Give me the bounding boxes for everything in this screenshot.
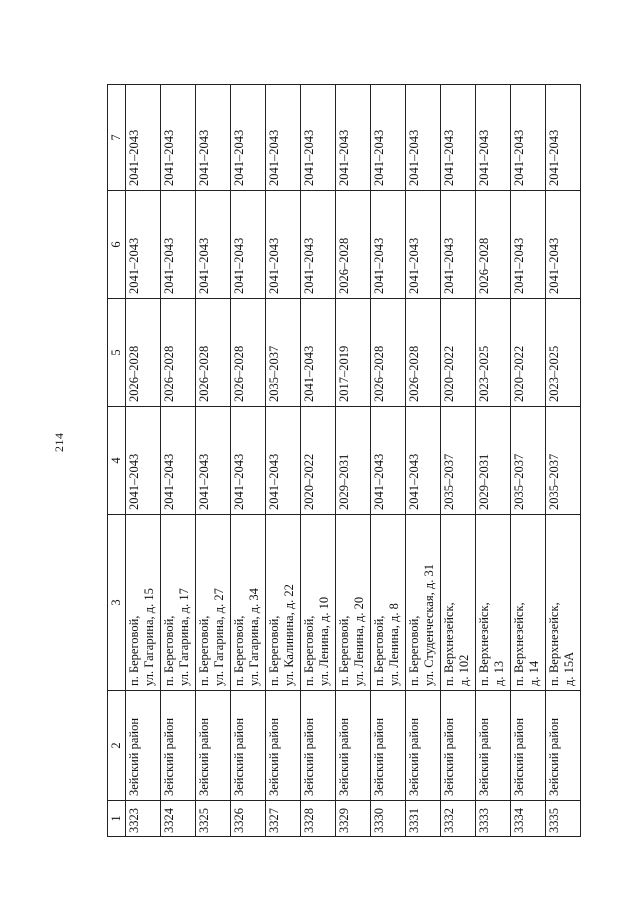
period-cell-5: 2026–2028 (126, 299, 161, 407)
table-row (511, 85, 546, 837)
address-cell: п. Береговой, ул. Ленина, д. 8 (371, 515, 406, 691)
row-number: 3324 (161, 801, 196, 837)
header-col-3: 3 (108, 515, 126, 691)
table-row (546, 85, 581, 837)
address-cell: п. Береговой, ул. Гагарина, д. 17 (161, 515, 196, 691)
period-cell-5: 2020–2022 (511, 299, 546, 407)
district-cell: Зейский район (441, 691, 476, 801)
address-cell: п. Береговой, ул. Гагарина, д. 15 (126, 515, 161, 691)
table-row (406, 85, 441, 837)
period-cell-4: 2041–2043 (406, 407, 441, 515)
period-cell-7: 2041–2043 (441, 85, 476, 191)
table-row (231, 85, 266, 837)
period-cell-7: 2041–2043 (476, 85, 511, 191)
period-cell-7: 2041–2043 (301, 85, 336, 191)
period-cell-6: 2041–2043 (266, 191, 301, 299)
district-cell: Зейский район (511, 691, 546, 801)
period-cell-6: 2041–2043 (301, 191, 336, 299)
row-number: 3327 (266, 801, 301, 837)
period-cell-6: 2041–2043 (231, 191, 266, 299)
period-cell-7: 2041–2043 (266, 85, 301, 191)
period-cell-5: 2041–2043 (301, 299, 336, 407)
table-row (371, 85, 406, 837)
header-col-2: 2 (108, 691, 126, 801)
period-cell-7: 2041–2043 (126, 85, 161, 191)
period-cell-4: 2029–2031 (336, 407, 371, 515)
table-row (196, 85, 231, 837)
period-cell-4: 2041–2043 (231, 407, 266, 515)
row-number: 3331 (406, 801, 441, 837)
district-cell: Зейский район (406, 691, 441, 801)
address-cell: п. Береговой, ул. Гагарина, д. 27 (196, 515, 231, 691)
address-cell: п. Береговой, ул. Гагарина, д. 34 (231, 515, 266, 691)
district-cell: Зейский район (161, 691, 196, 801)
period-cell-6: 2041–2043 (126, 191, 161, 299)
period-cell-6: 2041–2043 (546, 191, 581, 299)
period-cell-5: 2023–2025 (546, 299, 581, 407)
period-cell-6: 2041–2043 (196, 191, 231, 299)
table-header (108, 85, 126, 837)
period-cell-7: 2041–2043 (196, 85, 231, 191)
period-cell-5: 2023–2025 (476, 299, 511, 407)
period-cell-7: 2041–2043 (336, 85, 371, 191)
period-cell-5: 2020–2022 (441, 299, 476, 407)
district-cell: Зейский район (196, 691, 231, 801)
period-cell-6: 2041–2043 (161, 191, 196, 299)
row-number: 3323 (126, 801, 161, 837)
period-cell-6: 2041–2043 (511, 191, 546, 299)
table-row (441, 85, 476, 837)
district-cell: Зейский район (266, 691, 301, 801)
period-cell-7: 2041–2043 (161, 85, 196, 191)
header-col-4: 4 (108, 407, 126, 515)
period-cell-5: 2017–2019 (336, 299, 371, 407)
address-cell: п. Береговой, ул. Ленина, д. 20 (336, 515, 371, 691)
row-number: 3328 (301, 801, 336, 837)
table-body (126, 85, 581, 837)
housing-schedule-table (107, 84, 581, 837)
period-cell-5: 2026–2028 (406, 299, 441, 407)
period-cell-7: 2041–2043 (406, 85, 441, 191)
period-cell-6: 2041–2043 (441, 191, 476, 299)
row-number: 3325 (196, 801, 231, 837)
district-cell: Зейский район (546, 691, 581, 801)
period-cell-7: 2041–2043 (371, 85, 406, 191)
period-cell-4: 2020–2022 (301, 407, 336, 515)
address-cell: п. Береговой, ул. Ленина, д. 10 (301, 515, 336, 691)
period-cell-6: 2026–2028 (476, 191, 511, 299)
row-number: 3335 (546, 801, 581, 837)
header-col-1: 1 (108, 801, 126, 837)
row-number: 3333 (476, 801, 511, 837)
period-cell-5: 2026–2028 (231, 299, 266, 407)
period-cell-5: 2026–2028 (161, 299, 196, 407)
period-cell-7: 2041–2043 (511, 85, 546, 191)
address-cell: п. Верхнезейск, д. 13 (476, 515, 511, 691)
period-cell-4: 2041–2043 (196, 407, 231, 515)
address-cell: п. Верхнезейск, д. 15А (546, 515, 581, 691)
district-cell: Зейский район (476, 691, 511, 801)
district-cell: Зейский район (371, 691, 406, 801)
period-cell-4: 2035–2037 (511, 407, 546, 515)
rotated-table-container (107, 85, 577, 837)
address-cell: п. Верхнезейск, д. 14 (511, 515, 546, 691)
period-cell-4: 2035–2037 (441, 407, 476, 515)
period-cell-5: 2026–2028 (196, 299, 231, 407)
period-cell-7: 2041–2043 (231, 85, 266, 191)
period-cell-5: 2035–2037 (266, 299, 301, 407)
period-cell-4: 2041–2043 (161, 407, 196, 515)
table-row (161, 85, 196, 837)
period-cell-4: 2035–2037 (546, 407, 581, 515)
header-col-6: 6 (108, 191, 126, 299)
period-cell-6: 2041–2043 (406, 191, 441, 299)
header-col-5: 5 (108, 299, 126, 407)
period-cell-6: 2041–2043 (371, 191, 406, 299)
period-cell-4: 2041–2043 (371, 407, 406, 515)
period-cell-7: 2041–2043 (546, 85, 581, 191)
row-number: 3326 (231, 801, 266, 837)
period-cell-6: 2026–2028 (336, 191, 371, 299)
table-row (126, 85, 161, 837)
header-row (108, 85, 126, 837)
district-cell: Зейский район (231, 691, 266, 801)
table-row (476, 85, 511, 837)
table-row (301, 85, 336, 837)
district-cell: Зейский район (336, 691, 371, 801)
row-number: 3330 (371, 801, 406, 837)
address-cell: п. Береговой, ул. Калинина, д. 22 (266, 515, 301, 691)
table-row (266, 85, 301, 837)
row-number: 3329 (336, 801, 371, 837)
address-cell: п. Береговой, ул. Студенческая, д. 31 (406, 515, 441, 691)
district-cell: Зейский район (301, 691, 336, 801)
period-cell-5: 2026–2028 (371, 299, 406, 407)
page-number: 214 (52, 432, 66, 452)
period-cell-4: 2041–2043 (126, 407, 161, 515)
row-number: 3334 (511, 801, 546, 837)
district-cell: Зейский район (126, 691, 161, 801)
row-number: 3332 (441, 801, 476, 837)
table-row (336, 85, 371, 837)
period-cell-4: 2029–2031 (476, 407, 511, 515)
period-cell-4: 2041–2043 (266, 407, 301, 515)
header-col-7: 7 (108, 85, 126, 191)
address-cell: п. Верхнезейск, д. 102 (441, 515, 476, 691)
